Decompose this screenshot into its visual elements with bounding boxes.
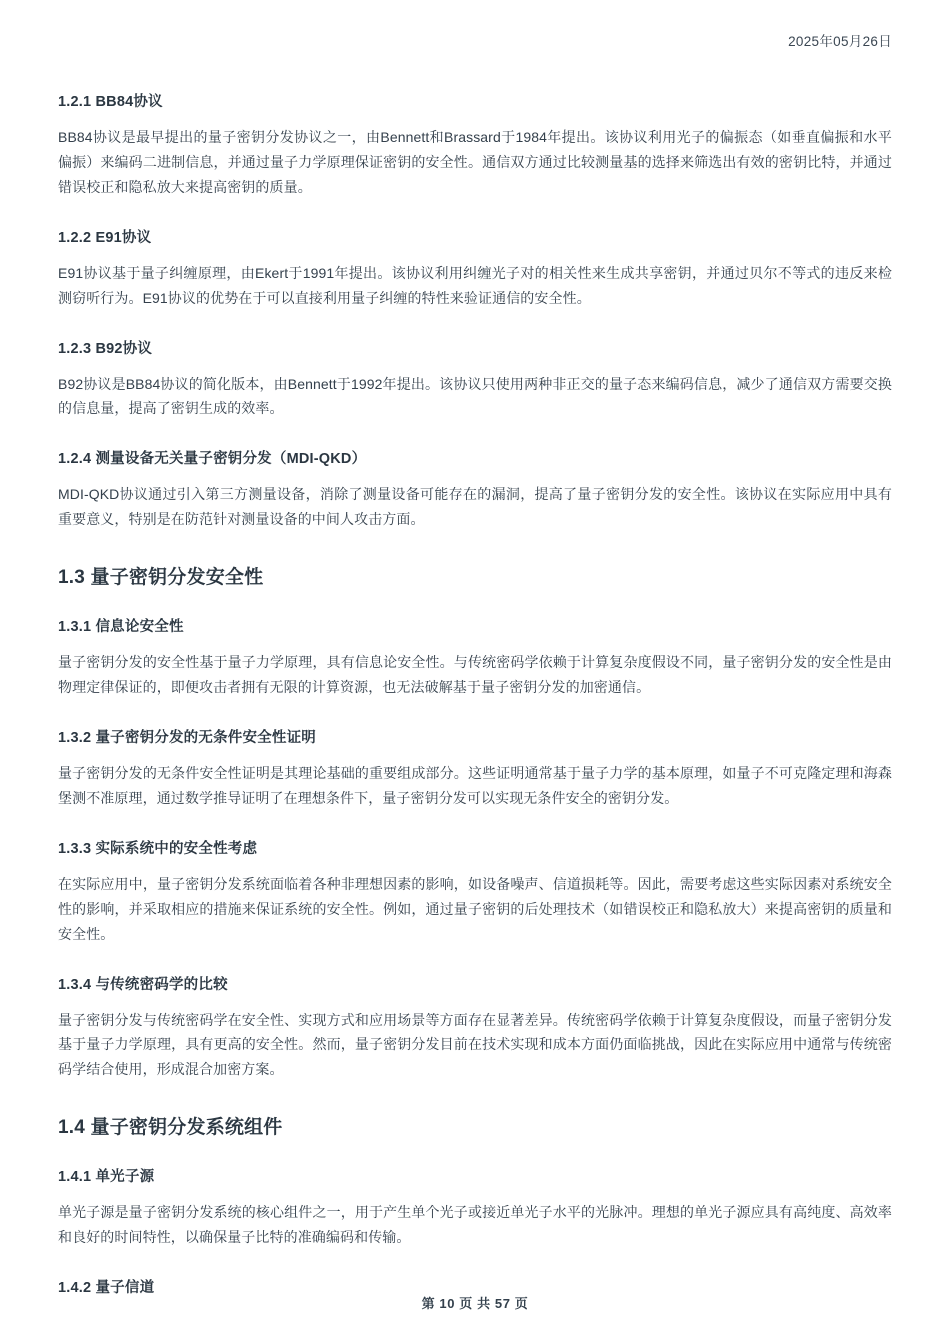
heading-1-3-2: 1.3.2 量子密钥分发的无条件安全性证明 [58,729,316,746]
paragraph-1-3-2: 量子密钥分发的无条件安全性证明是其理论基础的重要组成部分。这些证明通常基于量子力学的基本原理，如量子不可克隆定理和海森堡测不准原理，通过数学推导证明了在理想条件下，量子密钥分发可以实现无条件安全的密钥分发。 [58,764,892,806]
heading-1-2-2: 1.2.2 E91协议 [58,229,152,246]
section-1-2-2 [58,226,892,311]
heading-1-2-4: 1.2.4 测量设备无关量子密钥分发（MDI-QKD） [58,451,367,468]
section-1-3 [58,562,892,589]
paragraph-1-2-4: MDI-QKD协议通过引入第三方测量设备，消除了测量设备可能存在的漏洞，提高了量子密钥分发的安全性。该协议在实际应用中具有重要意义，特别是在防范针对测量设备的中间人攻击方面。 [58,486,892,528]
heading-1-4: 1.4 量子密钥分发系统组件 [58,1117,283,1139]
paragraph-1-3-4: 量子密钥分发与传统密码学在安全性、实现方式和应用场景等方面存在显著差异。传统密码学依赖于计算复杂度假设，而量子密钥分发基于量子力学原理，具有更高的安全性。然而，量子密钥分发目前在技术实现和成本方面仍面临挑战，因此在实际应用中通常与传统密码学结合使用，形成混合加密方案。 [58,1011,892,1078]
heading-1-3-1: 1.3.1 信息论安全性 [58,619,184,636]
heading-1-2-3: 1.2.3 B92协议 [58,340,153,357]
heading-1-3-3: 1.3.3 实际系统中的安全性考虑 [58,840,258,857]
paragraph-1-2-1: BB84协议是最早提出的量子密钥分发协议之一，由Bennett和Brassard于1984年提出。该协议利用光子的偏振态（如垂直偏振和水平偏振）来编码二进制信息，并通过量子力学原理保证密钥的安全性。通信双方通过比较测量基的选择来筛选出有效的密钥比特，并通过错误校正和隐私放大来提高密钥的质量。 [58,129,892,195]
page-header-date: 2025年05月26日 [788,34,892,49]
paragraph-1-2-2: E91协议基于量子纠缠原理，由Ekert于1991年提出。该协议利用纠缠光子对的相关性来生成共享密钥，并通过贝尔不等式的违反来检测窃听行为。E91协议的优势在于可以直接利用量子纠缠的特性来验证通信的安全性。 [58,264,892,306]
heading-1-2-1: 1.2.1 BB84协议 [58,94,163,110]
section-1-3-4 [58,973,892,1083]
section-1-3-3 [58,837,892,947]
document-body [58,90,892,1297]
heading-1-3-4: 1.3.4 与传统密码学的比较 [58,976,228,993]
paragraph-1-3-1: 量子密钥分发的安全性基于量子力学原理，具有信息论安全性。与传统密码学依赖于计算复杂度假设不同，量子密钥分发的安全性是由物理定律保证的，即便攻击者拥有无限的计算资源，也无法破解基于量子密钥分发的加密通信。 [58,654,892,696]
heading-1-3: 1.3 量子密钥分发安全性 [58,567,264,589]
section-1-2-3 [58,337,892,422]
section-1-3-2 [58,726,892,811]
section-1-2-4 [58,447,892,532]
section-1-2-1 [58,90,892,200]
section-1-3-1 [58,615,892,700]
paragraph-1-3-3: 在实际应用中，量子密钥分发系统面临着各种非理想因素的影响，如设备噪声、信道损耗等。因此，需要考虑这些实际因素对系统安全性的影响，并采取相应的措施来保证系统的安全性。例如，通过量子密钥的后处理技术（如错误校正和隐私放大）来提高密钥的质量和安全性。 [58,875,892,942]
paragraph-1-4-1: 单光子源是量子密钥分发系统的核心组件之一，用于产生单个光子或接近单光子水平的光脉冲。理想的单光子源应具有高纯度、高效率和良好的时间特性，以确保量子比特的准确编码和传输。 [58,1204,892,1246]
page-footer: 第 10 页 共 57 页 [421,1296,529,1311]
section-1-4 [58,1112,892,1139]
section-1-4-1 [58,1165,892,1250]
paragraph-1-2-3: B92协议是BB84协议的简化版本，由Bennett于1992年提出。该协议只使用两种非正交的量子态来编码信息，减少了通信双方需要交换的信息量，提高了密钥生成的效率。 [58,375,892,417]
heading-1-4-1: 1.4.1 单光子源 [58,1169,155,1186]
heading-1-4-2: 1.4.2 量子信道 [58,1280,155,1297]
